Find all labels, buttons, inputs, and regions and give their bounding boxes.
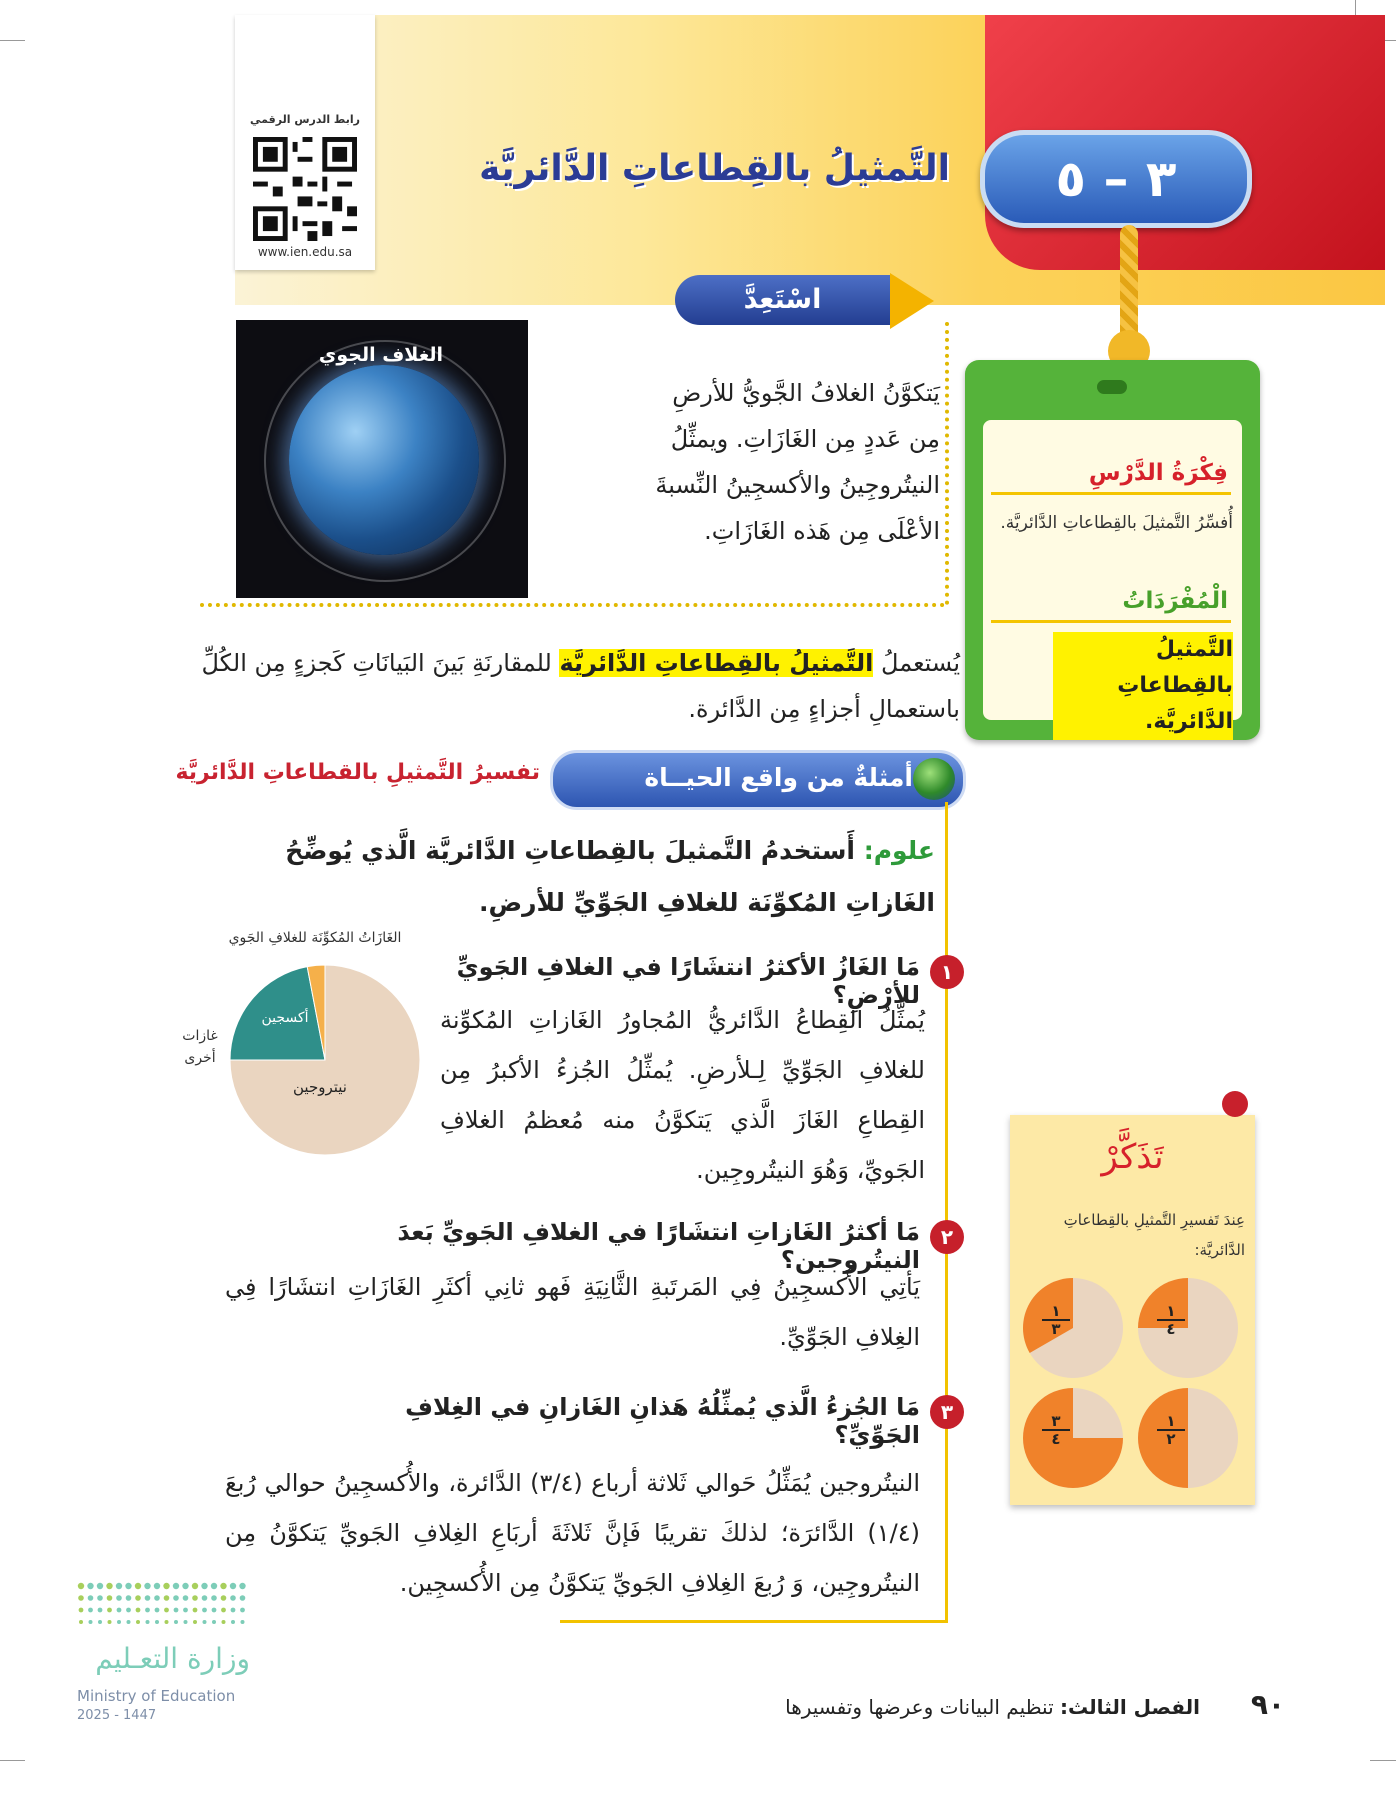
lesson-idea-card — [965, 360, 1260, 740]
logo-dot — [107, 1595, 113, 1601]
crop-mark — [1370, 1760, 1396, 1761]
logo-dot — [89, 1620, 93, 1624]
logo-dot — [222, 1620, 226, 1624]
pie-label-oxygen: أكسجين — [261, 1010, 309, 1026]
logo-dot — [164, 1608, 169, 1613]
page-number: ٩٠ — [1250, 1688, 1285, 1721]
vocabulary-title: الْمُفْرَدَاتُ — [1122, 588, 1228, 614]
fraction-pie — [1020, 1275, 1126, 1381]
logo-dot — [184, 1620, 188, 1624]
logo-dot — [127, 1620, 131, 1624]
question-text: مَا الجُزءُ الَّذي يُمثِّلُهُ هَذانِ الغَازانِ في الغِلافِ الجَوِّيِّ؟ — [405, 1393, 920, 1449]
logo-dot — [98, 1620, 102, 1624]
chapter-footer — [600, 1695, 1200, 1719]
pin-icon — [1222, 1091, 1248, 1117]
logo-dot — [136, 1620, 140, 1624]
logo-dot — [88, 1608, 93, 1613]
fraction-label — [1157, 1413, 1185, 1447]
logo-dot — [163, 1583, 169, 1589]
fraction-denominator: ٣ — [1051, 1320, 1061, 1338]
logo-dot — [183, 1595, 189, 1601]
lesson-number: ٣ – ٥ — [980, 130, 1252, 228]
logo-dot — [126, 1595, 132, 1601]
science-prompt — [200, 825, 935, 929]
logo-dot — [145, 1595, 151, 1601]
logo-dot — [117, 1620, 121, 1624]
intro-text-end: للمقارنَةِ بَينَ البَيانَاتِ كَجزءٍ مِن الكُلِّ باستعمالِ أجزاءٍ مِن الدَّائرة. — [201, 649, 960, 723]
remember-text: عِندَ تَفسيرِ التَّمثيلِ بالقِطاعاتِ الدَّائريَّة: — [1063, 1211, 1245, 1259]
logo-dot — [231, 1608, 236, 1613]
ministry-name-ar: وزارة التعـليم — [95, 1642, 250, 1675]
logo-dot — [145, 1608, 150, 1613]
logo-dot — [155, 1620, 159, 1624]
logo-dot — [106, 1583, 112, 1589]
fraction-label — [1042, 1413, 1070, 1447]
logo-dot — [192, 1583, 198, 1589]
logo-dot — [136, 1608, 141, 1613]
remember-title: تَذَكَّرْ — [1101, 1137, 1164, 1177]
logo-dot — [230, 1583, 236, 1589]
logo-dot — [193, 1620, 197, 1624]
fraction-numerator: ١ — [1157, 1413, 1185, 1431]
fraction-denominator: ٤ — [1051, 1430, 1061, 1448]
lesson-title: التَّمثيلُ بالقِطاعاتِ الدَّائريَّة — [479, 148, 950, 189]
logo-dot — [98, 1608, 103, 1613]
logo-dot — [107, 1608, 112, 1613]
fraction-numerator: ١ — [1157, 1303, 1185, 1321]
logo-dot — [192, 1595, 198, 1601]
vocabulary-term: التَّمثيلُ بالقِطاعاتِ الدَّائريَّة. — [1053, 632, 1233, 740]
pie-label-other: غازات أخرى — [182, 1028, 218, 1066]
examples-border — [945, 802, 948, 1622]
logo-dot — [221, 1595, 227, 1601]
qr-card[interactable] — [235, 15, 375, 270]
intro-text-start: يُستعملُ — [873, 649, 960, 677]
logo-dot — [116, 1583, 122, 1589]
intro-paragraph — [200, 640, 960, 732]
subject-label: علوم: — [863, 836, 935, 865]
logo-dot — [230, 1595, 236, 1601]
divider — [991, 492, 1231, 495]
logo-dot — [201, 1583, 207, 1589]
globe-icon — [913, 758, 955, 800]
logo-dot — [79, 1620, 83, 1624]
logo-dot — [174, 1608, 179, 1613]
examples-topic: تفسيرُ التَّمثيلِ بالقطاعاتِ الدَّائريَّة — [175, 760, 540, 785]
prepare-arrow-icon — [890, 273, 934, 329]
answer-text: يُمثِّلُ القِطاعُ الدَّائريُّ المُجاورُ الغَازاتِ المُكوِّنة للغلافِ الجَوِّيِّ لِـلأرضِ. يُمثِّلُ الجُزءُ الأكبرُ مِن القِطاعِ الغَازَ الَّذي يَتكوَّنُ منه مُعظمُ الغلافِ الجَويِّ، وَهُوَ النيتُروجِين. — [440, 1006, 925, 1184]
question-number: ١ — [930, 955, 964, 989]
logo-dot — [212, 1608, 217, 1613]
logo-dot — [202, 1608, 207, 1613]
logo-dot — [174, 1620, 178, 1624]
logo-dot — [193, 1608, 198, 1613]
qr-code-icon[interactable] — [253, 137, 357, 241]
logo-dot — [173, 1583, 179, 1589]
question-text: مَا أكثرُ الغَازاتِ انتشَارًا في الغلافِ الجَويِّ بَعدَ النيتُروجين؟ — [397, 1218, 920, 1274]
question-text: مَا الغَازُ الأكثرُ انتشَارًا في الغلافِ الجَويِّ للأرْضِ؟ — [456, 953, 920, 1009]
fraction-numerator: ١ — [1042, 1303, 1070, 1321]
fraction-denominator: ٤ — [1166, 1320, 1176, 1338]
logo-dot — [203, 1620, 207, 1624]
logo-dot — [240, 1608, 245, 1613]
examples-label: أمثلةٌ من واقع الحيــاة — [644, 763, 913, 792]
logo-dot — [183, 1608, 188, 1613]
logo-dot — [78, 1583, 84, 1589]
logo-dot — [126, 1608, 131, 1613]
logo-dot — [220, 1583, 226, 1589]
logo-dot — [211, 1595, 217, 1601]
logo-dot — [202, 1595, 208, 1601]
logo-dot — [78, 1595, 84, 1601]
logo-dot — [182, 1583, 188, 1589]
card-hole — [1097, 380, 1127, 394]
qr-caption: رابط الدرس الرقمي — [250, 113, 360, 126]
logo-dot — [135, 1595, 141, 1601]
crop-mark — [0, 40, 25, 41]
fraction-pie — [1135, 1385, 1241, 1491]
ministry-year: 2025 - 1447 — [77, 1708, 157, 1723]
ministry-name-en: Ministry of Education — [77, 1687, 236, 1705]
logo-dot — [211, 1583, 217, 1589]
logo-dot — [240, 1595, 246, 1601]
answer-text: النيتُروجين يُمَثِّلُ حَوالي ثَلاثة أرباع (٣/٤) الدَّائرة، والأُكسجِينُ حوالي رُبعَ (١/٤) الدَّائرَة؛ لذلكَ تقريبًا فَإنَّ ثَلاثَةَ أربَاعِ الغِلافِ الجَويِّ يَتكوَّنُ مِن النيتُروجِين، وَ رُبعَ الغِلافِ الجَويِّ يَتكوَّنُ مِن الأُكسجِين. — [225, 1469, 920, 1597]
divider — [991, 620, 1231, 623]
question-number: ٣ — [930, 1395, 964, 1429]
chapter-label: الفصل الثالث: — [1060, 1695, 1200, 1719]
earth-image-label: الغلاف الجوي — [318, 344, 444, 366]
prompt-text: أَستخدمُ التَّمثيلَ بالقِطاعاتِ الدَّائريَّة الَّذي يُوضِّحُ الغَازاتِ المُكوِّنَة للغلافِ الجَوِّيِّ للأرضِ. — [285, 836, 935, 917]
logo-dot — [173, 1595, 179, 1601]
earth-globe-icon — [289, 365, 479, 555]
logo-dot — [241, 1620, 245, 1624]
earth-image — [236, 320, 528, 598]
qr-url[interactable]: www.ien.edu.sa — [257, 245, 353, 259]
chapter-title: تنظيم البيانات وعرضها وتفسيرها — [785, 1695, 1054, 1719]
logo-dot — [97, 1595, 103, 1601]
lesson-idea-card-body — [983, 420, 1242, 734]
logo-dot — [154, 1583, 160, 1589]
logo-dot — [88, 1595, 94, 1601]
logo-dot — [154, 1595, 160, 1601]
logo-dot — [146, 1620, 150, 1624]
lesson-idea-title: فِكْرَةُ الدَّرْسِ — [1088, 460, 1228, 486]
pie-label-nitrogen: نيتروجين — [293, 1078, 347, 1096]
logo-dot — [164, 1595, 170, 1601]
logo-dot — [97, 1583, 103, 1589]
highlighted-term: التَّمثيلُ بالقِطاعاتِ الدَّائريَّة — [559, 649, 874, 677]
prepare-text: يَتكوَّنُ الغلافُ الجَّويُّ للأرضِ مِن عَددٍ مِن الغَازَاتِ. ويمثِّلُ النيتُروجِينُ والأكسجِينُ النِّسبةَ الأعْلَى مِن هَذه الغَازَاتِ. — [655, 379, 940, 545]
lesson-idea-text: أُفسِّرُ التَّمثيلَ بالقِطاعاتِ الدَّائريَّة. — [1000, 513, 1233, 533]
logo-dot — [87, 1583, 93, 1589]
logo-dot — [165, 1620, 169, 1624]
question-number: ٢ — [930, 1220, 964, 1254]
answer-text: يَأتِي الأُكسجِينُ فِي المَرتَبةِ الثَّانِيَةِ فَهو ثانِي أكثَرِ الغَازَاتِ انتشَارًا فِي الغِلافِ الجَوِّيِّ. — [225, 1273, 920, 1351]
fraction-label — [1042, 1303, 1070, 1337]
fraction-label — [1157, 1303, 1185, 1337]
logo-dot — [125, 1583, 131, 1589]
examples-banner — [550, 750, 966, 810]
ministry-logo-icon — [75, 1578, 250, 1633]
logo-dot — [212, 1620, 216, 1624]
logo-dot — [155, 1608, 160, 1613]
logo-dot — [117, 1608, 122, 1613]
chart-title: الغَازَاتُ المُكوِّنَة للغلافِ الجَوي — [228, 930, 402, 946]
fraction-pie — [1135, 1275, 1241, 1381]
logo-dot — [239, 1583, 245, 1589]
prepare-divider — [200, 603, 945, 607]
logo-dot — [108, 1620, 112, 1624]
examples-border-bottom — [560, 1620, 948, 1623]
logo-dot — [231, 1620, 235, 1624]
fraction-denominator: ٢ — [1166, 1430, 1176, 1448]
crop-mark — [0, 1760, 25, 1761]
logo-dot — [144, 1583, 150, 1589]
logo-dot — [116, 1595, 122, 1601]
logo-dot — [221, 1608, 226, 1613]
remember-note — [1010, 1115, 1255, 1505]
logo-dot — [79, 1608, 84, 1613]
prepare-label: اسْتَعِدَّ — [675, 275, 890, 325]
fraction-numerator: ٣ — [1042, 1413, 1070, 1431]
logo-dot — [135, 1583, 141, 1589]
atmosphere-pie-chart — [225, 960, 425, 1160]
fraction-pie — [1020, 1385, 1126, 1491]
